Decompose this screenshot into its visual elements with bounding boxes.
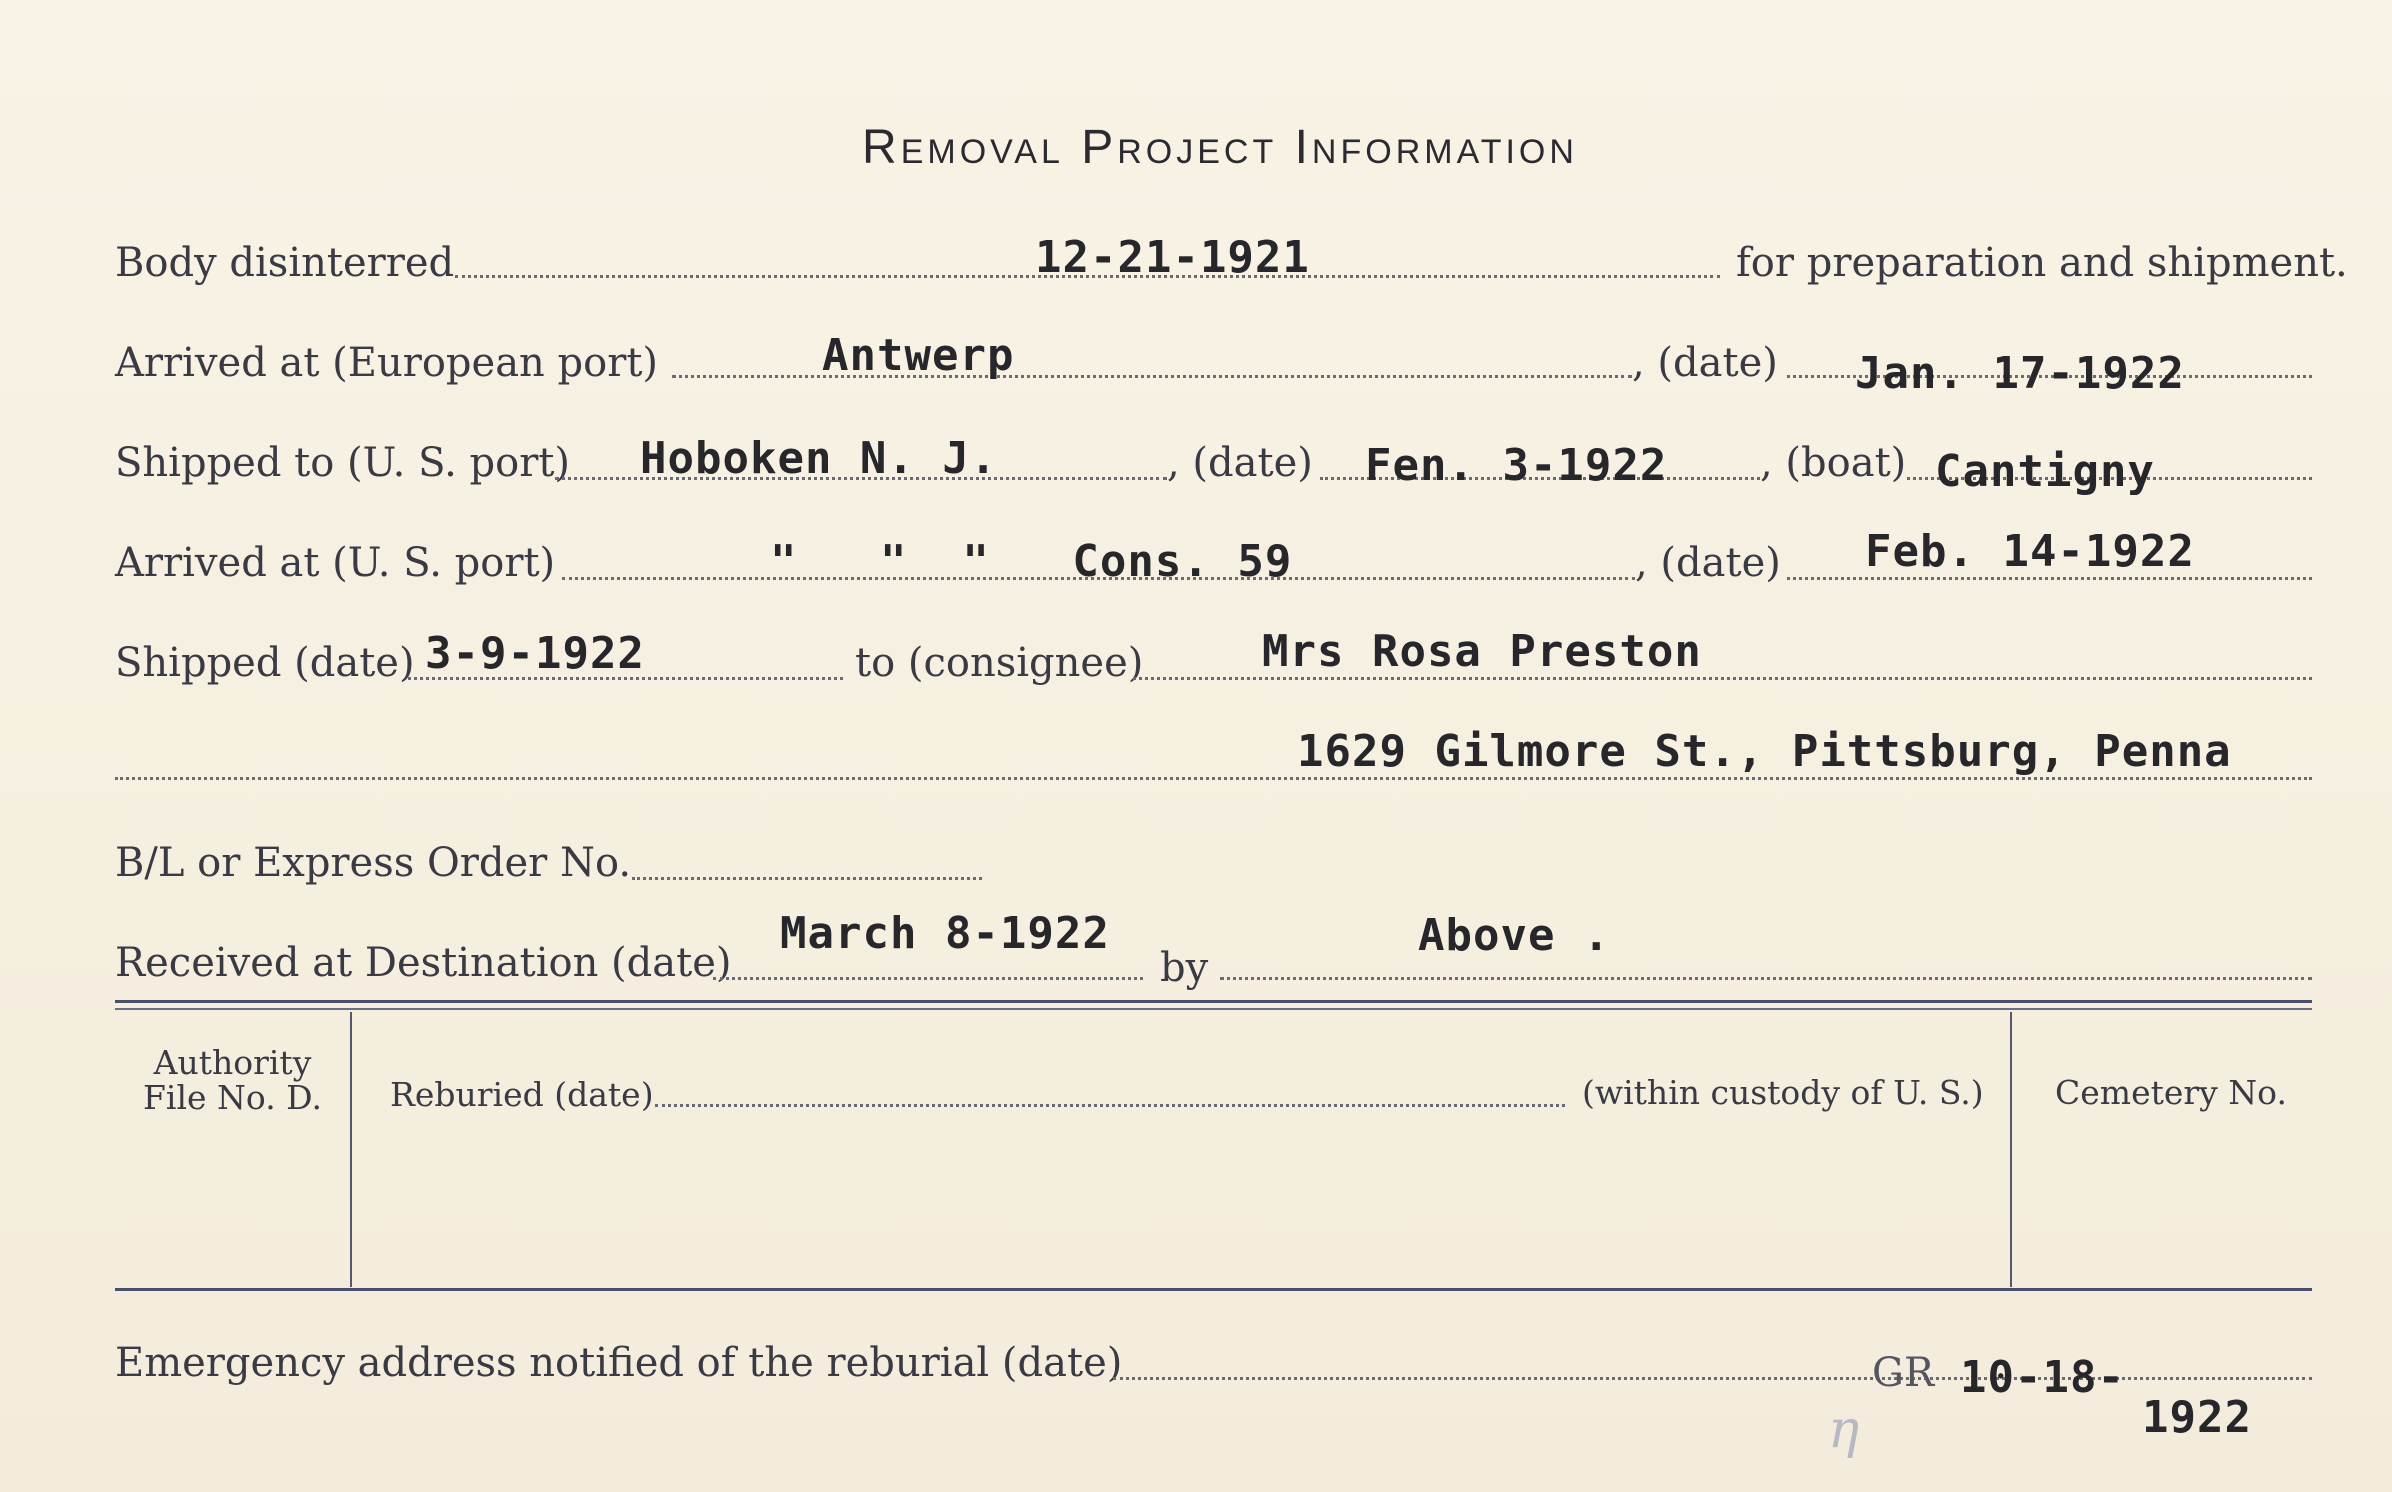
european-port-label: Arrived at (European port) (115, 340, 659, 386)
boat-label: , (boat) (1760, 440, 1907, 486)
consignee-label: to (consignee) (855, 640, 1144, 686)
box-divider-left (350, 1012, 352, 1287)
boat-value: Cantigny (1935, 446, 2155, 497)
disinterred-suffix: for preparation and shipment. (1736, 240, 2348, 286)
european-date-label: , (date) (1632, 340, 1778, 386)
shipped-label: Shipped (date) (115, 640, 415, 686)
received-by-label: by (1160, 945, 1209, 991)
disinterred-label: Body disinterred (115, 240, 455, 286)
page-title (0, 120, 2392, 175)
us-arrived-date-label: , (date) (1635, 540, 1781, 586)
pencil-mark: η (1828, 1400, 1860, 1460)
us-arrived-date-value: Feb. 14-1922 (1865, 526, 2195, 577)
title-text: Removal Project Information (862, 121, 1578, 174)
gr-mark: GR (1872, 1350, 1935, 1396)
received-by-line (1220, 977, 2312, 980)
us-port-shipped-label: Shipped to (U. S. port) (115, 440, 570, 486)
disinterred-value: 12-21-1921 (1035, 232, 1310, 283)
european-port-value: Antwerp (822, 330, 1015, 381)
emergency-value-part1: 10-18- (1960, 1352, 2125, 1403)
us-port-arrived-label: Arrived at (U. S. port) (115, 540, 556, 586)
received-value: March 8-1922 (780, 908, 1110, 959)
bl-line (632, 877, 982, 880)
emergency-label: Emergency address notified of the reburial (date) (115, 1340, 1123, 1386)
custody-label: (within custody of U. S.) (1582, 1073, 1984, 1112)
received-line (713, 977, 1143, 980)
box-bottom-rule (115, 1288, 2312, 1291)
emergency-value-part2: 1922 (2142, 1392, 2252, 1443)
european-date-value: Jan. 17-1922 (1855, 348, 2185, 399)
emergency-line (1113, 1377, 2312, 1380)
double-rule-bottom (115, 1008, 2312, 1010)
consignee-line (1133, 677, 2312, 680)
european-port-line (672, 375, 1632, 378)
double-rule-top (115, 1000, 2312, 1003)
shipped-value: 3-9-1922 (425, 628, 645, 679)
bl-label: B/L or Express Order No. (115, 840, 632, 886)
address-line (115, 777, 2312, 780)
received-by-value: Above . (1418, 910, 1611, 961)
file-no-label: File No. D. (143, 1078, 322, 1117)
us-shipped-date-label: , (date) (1167, 440, 1313, 486)
received-label: Received at Destination (date) (115, 940, 732, 986)
us-shipped-date-value: Fen. 3-1922 (1365, 440, 1668, 491)
us-port-shipped-value: Hoboken N. J. (640, 433, 998, 484)
reburied-line (655, 1104, 1565, 1107)
authority-label: Authority (153, 1043, 312, 1082)
address-value: 1629 Gilmore St., Pittsburg, Penna (1297, 726, 2232, 777)
reburied-label: Reburied (date) (390, 1075, 654, 1114)
box-divider-right (2010, 1012, 2012, 1287)
us-arrived-date-line (1787, 577, 2312, 580)
us-port-arrived-value: " " " Cons. 59 (770, 536, 1293, 587)
consignee-value: Mrs Rosa Preston (1262, 626, 1702, 677)
cemetery-label: Cemetery No. (2055, 1073, 2287, 1112)
